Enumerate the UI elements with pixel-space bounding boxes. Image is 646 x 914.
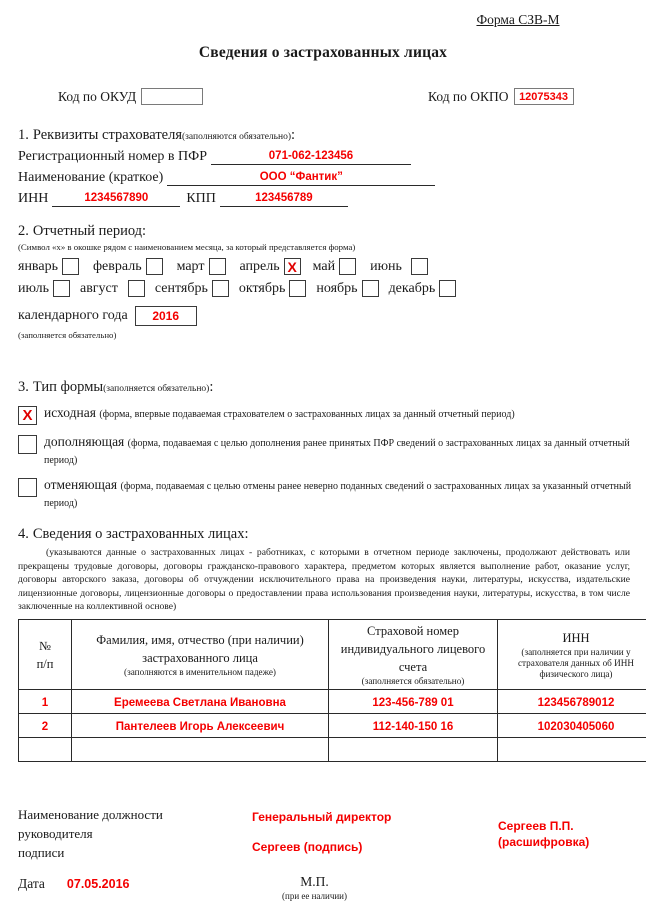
section-2-title: Отчетный период: [32, 223, 147, 239]
table-header-row [19, 620, 646, 690]
kpp-value: 123456789 [255, 191, 313, 204]
stamp-label: М.П. [300, 874, 329, 889]
signatory-position-label-line1: Наименование должности [18, 807, 163, 822]
month-march-checkbox[interactable] [209, 258, 226, 275]
month-april-label: апрель [239, 258, 280, 274]
okpo-row [428, 88, 574, 105]
month-september-label: сентябрь [154, 280, 208, 296]
month-december[interactable] [389, 280, 457, 297]
signatory-position-label-line3: подписи [18, 844, 65, 860]
signatory-position-label [18, 806, 163, 863]
signature-value: Сергеев (подпись) [252, 840, 363, 854]
date-row [18, 876, 129, 892]
form-type-supplementary-text [44, 434, 644, 468]
form-type-cancelling[interactable] [18, 477, 644, 511]
form-type-cancelling-description: (форма, подаваемая с целью отмены ранее неверно поданных сведений о застрахованных лицах за указанный отчетный период) [44, 480, 632, 509]
section-3-title: Тип формы [32, 379, 104, 395]
month-november-label: ноябрь [316, 280, 358, 296]
column-header-inn-sub: (заполняется при наличии у страхователя данных об ИНН физического лица) [517, 646, 635, 680]
inn-kpp-row [18, 189, 435, 207]
form-type-original-checkbox[interactable] [18, 406, 37, 425]
table-row[interactable] [19, 738, 646, 762]
signatory-name-field[interactable] [498, 818, 589, 850]
section-3-form-type [18, 378, 644, 511]
month-may-label: май [312, 258, 336, 274]
registration-number-row [18, 147, 435, 165]
month-march-label: март [176, 258, 205, 274]
month-august[interactable] [80, 280, 145, 297]
row-inn-cell[interactable] [498, 714, 646, 738]
form-type-original-text [44, 405, 515, 425]
column-header-fullname-sub: (заполняются в именительном падеже) [124, 667, 276, 677]
registration-number-label: Регистрационный номер в ПФР [18, 149, 207, 164]
org-name-label: Наименование (краткое) [18, 170, 164, 185]
month-checkbox-grid [18, 258, 456, 297]
month-december-label: декабрь [388, 280, 436, 296]
calendar-year-input[interactable] [135, 306, 197, 326]
month-november-checkbox[interactable] [362, 280, 379, 297]
section-1-colon: : [291, 127, 296, 143]
column-header-number-line2: п/п [36, 656, 54, 671]
column-header-fullname [72, 620, 329, 690]
section-3-colon: : [209, 379, 214, 395]
org-name-field[interactable] [167, 168, 435, 186]
row-inn-cell[interactable] [498, 690, 646, 714]
table-row[interactable] [19, 690, 646, 714]
okpo-input[interactable] [514, 88, 574, 105]
month-december-checkbox[interactable] [439, 280, 456, 297]
row-snils-cell[interactable] [329, 738, 498, 762]
row-snils-value: 123-456-789 01 [372, 696, 454, 709]
section-2-heading [18, 222, 456, 240]
signatory-name-line1: Сергеев П.П. [498, 819, 574, 833]
form-type-supplementary-checkbox[interactable] [18, 435, 37, 454]
form-type-supplementary-description: (форма, подаваемая с целью дополнения ранее принятых ПФР сведений о застрахованных лицах за данный отчетный период) [44, 438, 630, 466]
month-july-checkbox[interactable] [53, 280, 70, 297]
form-type-cancelling-text [44, 477, 644, 511]
inn-label: ИНН [18, 191, 49, 206]
org-name-value: ООО “Фантик” [259, 170, 343, 183]
form-type-cancelling-label: отменяющая [44, 476, 118, 492]
okud-row [58, 88, 203, 105]
section-1-insurer-details [18, 126, 435, 207]
signatory-name-line2: (расшифровка) [498, 835, 590, 850]
calendar-year-label: календарного года [18, 308, 128, 323]
kpp-label: КПП [186, 191, 216, 206]
form-type-cancelling-checkbox[interactable] [18, 478, 37, 497]
calendar-year-value: 2016 [152, 309, 180, 323]
section-1-heading [18, 126, 435, 144]
kpp-field[interactable] [220, 189, 348, 207]
insured-persons-table [18, 619, 646, 762]
row-number-cell[interactable] [19, 714, 72, 738]
month-august-checkbox[interactable] [128, 280, 145, 297]
month-january-label: январь [18, 258, 58, 274]
row-fullname-cell[interactable] [72, 738, 329, 762]
month-august-label: август [79, 280, 118, 296]
row-number-cell[interactable] [19, 738, 72, 762]
row-number-value: 2 [41, 720, 49, 733]
row-fullname-cell[interactable] [72, 690, 329, 714]
form-type-supplementary[interactable] [18, 434, 644, 468]
month-row-second-half [18, 280, 456, 297]
page-title: Сведения о застрахованных лицах [198, 44, 448, 61]
signatory-position-field[interactable] [252, 808, 391, 826]
form-type-original-description: (форма, впервые подаваемая страхователем о застрахованных лицах за данный отчетный период) [99, 409, 515, 420]
month-june-checkbox[interactable] [411, 258, 428, 275]
form-type-supplementary-label: дополняющая [44, 434, 125, 449]
section-1-number: 1. [18, 127, 29, 143]
form-type-original-label: исходная [44, 405, 96, 420]
calendar-year-row [18, 306, 456, 326]
form-code-text: Форма СЗВ-М [476, 12, 560, 27]
row-number-cell[interactable] [19, 690, 72, 714]
column-header-number [19, 620, 72, 690]
month-april-checkbox[interactable] [284, 258, 301, 275]
column-header-inn [498, 620, 646, 690]
date-label: Дата [18, 876, 45, 891]
signature-field[interactable] [252, 838, 362, 856]
month-october-checkbox[interactable] [289, 280, 306, 297]
column-header-number-line1: № [39, 638, 51, 653]
month-february-checkbox[interactable] [146, 258, 163, 275]
section-3-heading [18, 378, 644, 396]
month-june[interactable] [370, 258, 428, 275]
row-inn-value: 123456789012 [537, 696, 615, 709]
section-1-note: (заполняются обязательно) [182, 132, 292, 142]
okpo-label: Код по ОКПО [428, 88, 509, 104]
row-fullname-value: Еремеева Светлана Ивановна [114, 696, 286, 709]
month-september[interactable] [155, 280, 229, 297]
section-3-note: (заполняется обязательно) [103, 384, 210, 394]
month-february[interactable] [93, 258, 163, 275]
column-header-snils-main: Страховой номер индивидуального лицевого счета [340, 624, 486, 674]
month-october-label: октябрь [238, 280, 286, 296]
column-header-snils-sub: (заполняется обязательно) [361, 676, 465, 686]
month-row-first-half [18, 258, 456, 275]
table-row[interactable] [19, 714, 646, 738]
month-november[interactable] [316, 280, 378, 297]
section-4-title: Сведения о застрахованных лицах: [32, 526, 249, 542]
section-4-number: 4. [18, 526, 29, 542]
month-october[interactable] [239, 280, 307, 297]
month-february-label: февраль [92, 258, 142, 274]
row-snils-value: 112-140-150 16 [372, 720, 454, 733]
month-may-checkbox[interactable] [339, 258, 356, 275]
row-snils-cell[interactable] [329, 714, 498, 738]
month-july-label: июль [18, 280, 49, 296]
stamp-placeholder [282, 874, 347, 901]
section-4-heading [18, 525, 630, 543]
registration-number-field[interactable] [211, 147, 411, 165]
okud-label: Код по ОКУД [58, 88, 137, 104]
month-january-checkbox[interactable] [62, 258, 79, 275]
month-september-checkbox[interactable] [212, 280, 229, 297]
registration-number-value: 071-062-123456 [268, 149, 354, 162]
inn-value: 1234567890 [84, 191, 149, 204]
row-inn-cell[interactable] [498, 738, 646, 762]
calendar-year-note: (заполняется обязательно) [18, 330, 117, 340]
row-inn-value: 102030405060 [537, 720, 615, 733]
row-number-value: 1 [41, 696, 49, 709]
okpo-value: 12075343 [519, 90, 569, 103]
section-2-number: 2. [18, 223, 29, 239]
month-may[interactable] [313, 258, 356, 275]
signatory-position-label-line2: руководителя [18, 825, 93, 841]
row-snils-cell[interactable] [329, 690, 498, 714]
month-march[interactable] [177, 258, 226, 275]
form-type-original[interactable] [18, 405, 644, 425]
section-4-paragraph: (указываются данные о застрахованных лицах - работниках, с которыми в отчетном периоде заключены, продолжают действовать или прекращены трудовые договоры, договоры гражданско-правового характера, предметом которых является выполнение работ, оказание услуг, договоры авторского заказа, договоры об отчуждении исключительного права на произведения науки, литературы, искусства, издательские лицензионные договоры, лицензионные договоры о предоставлении права использования произведения науки, литературы, искусства, в том числе заключенные на коллективной основе) [18, 547, 630, 613]
date-value[interactable]: 07.05.2016 [66, 877, 130, 891]
month-june-label: июнь [370, 258, 402, 274]
row-fullname-value: Пантелеев Игорь Алексеевич [115, 720, 285, 733]
section-4-insured-persons [18, 525, 630, 614]
section-2-note: (Символ «х» в окошке рядом с наименованием месяца, за который представляется форма) [18, 242, 356, 252]
section-2-reporting-period [18, 222, 456, 340]
month-july[interactable] [18, 280, 70, 297]
form-type-original-mark: X [22, 407, 33, 424]
okud-input[interactable] [141, 88, 203, 105]
row-fullname-cell[interactable] [72, 714, 329, 738]
month-april[interactable] [240, 258, 301, 275]
stamp-note: (при ее наличии) [282, 891, 347, 901]
form-code-header [0, 12, 646, 28]
column-header-snils [329, 620, 498, 690]
month-january[interactable] [18, 258, 79, 275]
signatory-position-value: Генеральный директор [252, 810, 392, 824]
section-1-title: Реквизиты страхователя [32, 127, 183, 143]
org-name-row [18, 168, 435, 186]
month-april-mark: X [287, 258, 297, 275]
inn-field[interactable] [52, 189, 180, 207]
column-header-inn-main: ИНН [562, 630, 590, 645]
section-3-number: 3. [18, 379, 29, 395]
column-header-fullname-main: Фамилия, имя, отчество (при наличии) застрахованного лица [96, 633, 304, 665]
